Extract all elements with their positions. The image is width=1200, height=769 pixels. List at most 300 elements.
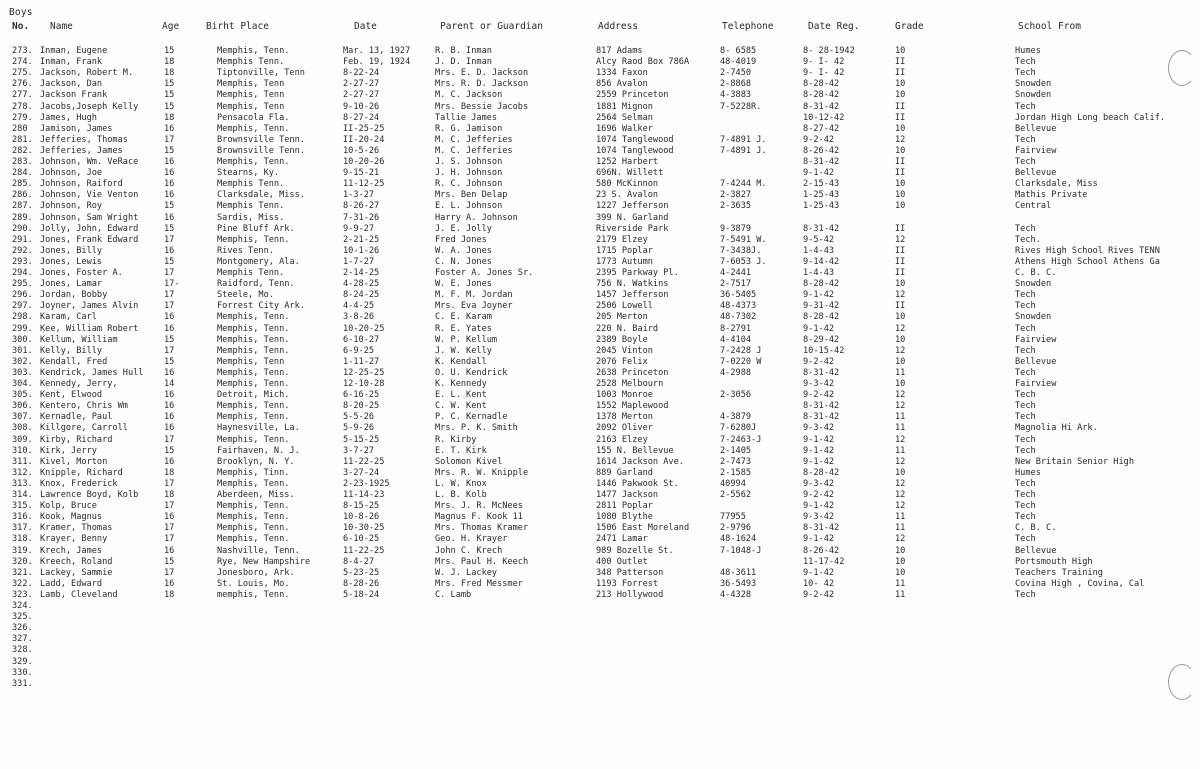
row-number: 311. xyxy=(12,456,33,467)
telephone: 4-3883 xyxy=(720,90,752,101)
address: 1193 Forrest xyxy=(596,578,659,589)
header-date: Date xyxy=(354,21,377,32)
student-age: 16 xyxy=(164,412,175,423)
row-number: 316. xyxy=(12,512,33,523)
school-from: Bellevue xyxy=(1015,356,1057,367)
parent-guardian: W. A. Jones xyxy=(435,245,492,256)
address: 989 Bozelle St. xyxy=(596,545,674,556)
address: 696N. Willett xyxy=(596,168,664,179)
date-registered: 8-28-42 xyxy=(803,90,840,101)
birth-place: Brooklyn, N. Y. xyxy=(217,456,295,467)
school-from: Fairview xyxy=(1015,379,1057,389)
table-row xyxy=(0,335,1200,346)
birth-place: Memphis, Tenn. xyxy=(217,401,290,412)
student-name: Lackey, Sammie xyxy=(40,567,113,578)
table-row xyxy=(0,401,1200,412)
table-row xyxy=(0,246,1200,257)
student-name: Kendrick, James Hull xyxy=(40,367,144,378)
date-registered: 8-26-42 xyxy=(803,545,840,556)
school-from: Tech xyxy=(1015,101,1036,112)
student-name: Johnson, Roy xyxy=(40,201,103,212)
row-number: 273. xyxy=(12,46,33,56)
birth-place: Memphis, Tenn. xyxy=(217,512,290,523)
row-number: 289. xyxy=(12,212,33,223)
student-age: 16 xyxy=(164,323,175,334)
birth-date: 4-28-25 xyxy=(343,279,380,290)
table-row xyxy=(0,135,1200,146)
date-registered: 8-26-42 xyxy=(803,145,840,156)
birth-date: 8-4-27 xyxy=(343,556,375,567)
address: 2528 Melbourn xyxy=(596,379,664,389)
grade: 12 xyxy=(895,534,906,545)
school-from: Bellevue xyxy=(1015,123,1057,134)
parent-guardian: L. B. Kolb xyxy=(435,490,487,500)
grade: 12 xyxy=(895,234,906,245)
parent-guardian: R. C. Johnson xyxy=(435,179,503,190)
birth-place: Memphis, Tenn. xyxy=(217,345,290,356)
address: 1074 Tanglewood xyxy=(596,145,674,156)
date-registered: 11-17-42 xyxy=(803,556,845,567)
table-row xyxy=(0,568,1200,579)
grade: 12 xyxy=(895,134,906,145)
address: 1696 Walker xyxy=(596,123,653,134)
address: 2811 Poplar xyxy=(596,501,653,512)
grade: 11 xyxy=(895,523,906,534)
grade: 12 xyxy=(895,401,906,412)
parent-guardian: C. E. Karam xyxy=(435,312,492,323)
birth-date: 8-22-24 xyxy=(343,68,380,79)
row-number: 324. xyxy=(12,601,33,611)
parent-guardian: Harry A. Johnson xyxy=(435,212,518,223)
table-row xyxy=(0,201,1200,212)
date-registered: 9-3-42 xyxy=(803,379,835,389)
student-name: Joyner, James Alvin xyxy=(40,301,139,312)
student-age: 15 xyxy=(164,46,175,56)
student-age: 15 xyxy=(164,334,175,345)
grade: 10 xyxy=(895,46,906,56)
date-registered: 9-3-42 xyxy=(803,478,835,489)
birth-date: 2-14-25 xyxy=(343,268,380,278)
school-from: Tech xyxy=(1015,68,1036,79)
row-number: 285. xyxy=(12,179,33,190)
student-name: Ladd, Edward xyxy=(40,578,103,589)
telephone: 2-7517 xyxy=(720,279,752,290)
student-age: 15 xyxy=(164,556,175,567)
telephone: 4-3879 xyxy=(720,412,752,423)
row-number: 292. xyxy=(12,245,33,256)
telephone: 2-3635 xyxy=(720,201,752,212)
school-from: Jordan High Long beach Calif. xyxy=(1015,112,1166,123)
table-row xyxy=(0,412,1200,423)
birth-place: Rye, New Hampshire xyxy=(217,556,311,567)
birth-date: 8-26-27 xyxy=(343,201,380,212)
section-label: Boys xyxy=(9,7,33,18)
parent-guardian: Geo. H. Krayer xyxy=(435,534,508,545)
school-from: Fairview xyxy=(1015,145,1057,156)
birth-date: 2-27-27 xyxy=(343,79,380,90)
student-age: 15 xyxy=(164,79,175,90)
school-from: Clarksdale, Miss xyxy=(1015,179,1098,190)
birth-place: Memphis, Tenn xyxy=(217,356,285,367)
address: 1003 Monroe xyxy=(596,390,653,401)
date-registered: 8-31-42 xyxy=(803,101,840,112)
address: 400 Outlet xyxy=(596,556,648,567)
row-number: 294. xyxy=(12,268,33,278)
row-number: 298. xyxy=(12,312,33,323)
address: 1457 Jefferson xyxy=(596,290,669,301)
date-registered: 10-12-42 xyxy=(803,112,845,123)
parent-guardian: M. C. Jackson xyxy=(435,90,503,101)
telephone: 2-7473 xyxy=(720,456,752,467)
table-row xyxy=(0,357,1200,368)
row-number: 290. xyxy=(12,223,33,234)
birth-place: Aberdeen, Miss. xyxy=(217,490,295,500)
birth-place: Montgomery, Ala. xyxy=(217,256,300,267)
table-row xyxy=(0,468,1200,479)
grade: 10 xyxy=(895,356,906,367)
birth-place: Steele, Mo. xyxy=(217,290,274,301)
telephone: 9-3879 xyxy=(720,223,752,234)
row-number: 297. xyxy=(12,301,33,312)
table-row xyxy=(0,179,1200,190)
table-row xyxy=(0,668,1200,679)
student-name: Jackson, Dan xyxy=(40,79,103,90)
row-number: 306. xyxy=(12,401,33,412)
grade: 12 xyxy=(895,290,906,301)
birth-place: Haynesville, La. xyxy=(217,423,300,434)
table-row xyxy=(0,423,1200,434)
row-number: 286. xyxy=(12,190,33,201)
header-age: Age xyxy=(162,21,180,32)
address: 23 S. Avalon xyxy=(596,190,659,201)
birth-date: 9-9-27 xyxy=(343,223,375,234)
school-from: Bellevue xyxy=(1015,168,1057,179)
address: 756 N. Watkins xyxy=(596,279,669,290)
birth-place: Raidford, Tenn. xyxy=(217,279,295,290)
student-age: 15 xyxy=(164,223,175,234)
grade: II xyxy=(895,245,906,256)
birth-date: 3-8-26 xyxy=(343,312,375,323)
telephone: 2-7450 xyxy=(720,68,752,79)
telephone: 2-8868 xyxy=(720,79,752,90)
school-from: Covina High , Covina, Cal xyxy=(1015,578,1145,589)
table-row xyxy=(0,90,1200,101)
parent-guardian: Mrs. Paul H. Keech xyxy=(435,556,529,567)
date-registered: 9- I- 42 xyxy=(803,57,845,68)
birth-date: 10-20-25 xyxy=(343,323,385,334)
student-age: 15 xyxy=(164,356,175,367)
student-name: Jolly, John, Edward xyxy=(40,223,139,234)
student-age: 16 xyxy=(164,390,175,401)
student-name: Kivel, Morton xyxy=(40,456,108,467)
table-row xyxy=(0,213,1200,224)
parent-guardian: John C. Krech xyxy=(435,545,503,556)
parent-guardian: J. S. Johnson xyxy=(435,157,503,167)
date-registered: 9-2-42 xyxy=(803,356,835,367)
parent-guardian: J. D. Inman xyxy=(435,57,492,68)
school-from: Tech xyxy=(1015,57,1036,68)
telephone: 8- 6585 xyxy=(720,46,757,56)
row-number: 330. xyxy=(12,667,33,678)
telephone: 2-9796 xyxy=(720,523,752,534)
table-row xyxy=(0,235,1200,246)
grade: II xyxy=(895,301,906,312)
row-number: 299. xyxy=(12,323,33,334)
grade: 12 xyxy=(895,456,906,467)
student-age: 17- xyxy=(164,279,180,290)
birth-date: 6-16-25 xyxy=(343,390,380,401)
table-row xyxy=(0,490,1200,501)
telephone: 4-2441 xyxy=(720,268,752,278)
parent-guardian: Solomon Kivel xyxy=(435,456,503,467)
telephone: 2-1585 xyxy=(720,467,752,478)
address: 2163 Elzey xyxy=(596,434,648,445)
parent-guardian: J. H. Johnson xyxy=(435,168,503,179)
table-row xyxy=(0,57,1200,68)
grade: II xyxy=(895,223,906,234)
parent-guardian: Mrs. J. R. McNees xyxy=(435,501,523,512)
row-number: 274. xyxy=(12,57,33,68)
row-number: 328. xyxy=(12,645,33,656)
student-name: Jackson, Robert M. xyxy=(40,68,134,79)
date-registered: 9-31-42 xyxy=(803,301,840,312)
school-from: Snowden xyxy=(1015,79,1052,90)
birth-date: 1-3-27 xyxy=(343,190,375,201)
date-registered: 1-25-43 xyxy=(803,201,840,212)
student-name: Jacobs,Joseph Kelly xyxy=(40,101,139,112)
grade: II xyxy=(895,112,906,123)
birth-place: Memphis, Tinn. xyxy=(217,467,290,478)
student-name: Lamb, Cleveland xyxy=(40,589,118,600)
student-name: Kramer, Thomas xyxy=(40,523,113,534)
row-number: 312. xyxy=(12,467,33,478)
address: 1252 Harbert xyxy=(596,157,659,167)
row-number: 314. xyxy=(12,490,33,500)
address: Alcy Raod Box 786A xyxy=(596,57,690,68)
student-age: 16 xyxy=(164,401,175,412)
date-registered: 8-31-42 xyxy=(803,401,840,412)
school-from: Tech xyxy=(1015,367,1036,378)
row-number: 293. xyxy=(12,256,33,267)
parent-guardian: Mrs. E. D. Jackson xyxy=(435,68,529,79)
school-from: Tech xyxy=(1015,589,1036,600)
student-age: 16 xyxy=(164,512,175,523)
parent-guardian: R. E. Yates xyxy=(435,323,492,334)
birth-date: 5-23-25 xyxy=(343,567,380,578)
grade: 10 xyxy=(895,545,906,556)
grade: 10 xyxy=(895,556,906,567)
parent-guardian: R. Kirby xyxy=(435,434,477,445)
grade: 12 xyxy=(895,490,906,500)
birth-place: Memphis, Tenn. xyxy=(217,534,290,545)
table-row xyxy=(0,579,1200,590)
birth-place: Memphis, Tenn. xyxy=(217,46,290,56)
student-age: 16 xyxy=(164,190,175,201)
address: 1334 Faxon xyxy=(596,68,648,79)
telephone: 7-4244 M. xyxy=(720,179,767,190)
student-name: Kelly, Billy xyxy=(40,345,103,356)
row-number: 329. xyxy=(12,656,33,667)
birth-date: Mar. 13, 1927 xyxy=(343,46,411,56)
birth-date: 3-7-27 xyxy=(343,445,375,456)
student-name: Kendall, Fred xyxy=(40,356,108,367)
school-from: Tech xyxy=(1015,534,1036,545)
telephone: 48-4019 xyxy=(720,57,757,68)
birth-date: 9-10-26 xyxy=(343,101,380,112)
birth-date: 8-20-25 xyxy=(343,401,380,412)
date-registered: 8-31-42 xyxy=(803,367,840,378)
date-registered: 8-29-42 xyxy=(803,334,840,345)
parent-guardian: R. G. Jamison xyxy=(435,123,503,134)
address: 2076 Felix xyxy=(596,356,648,367)
school-from: Tech xyxy=(1015,478,1036,489)
row-number: 281. xyxy=(12,134,33,145)
date-registered: 9-3-42 xyxy=(803,423,835,434)
birth-place: Memphis, Tenn. xyxy=(217,312,290,323)
address: 2179 Elzey xyxy=(596,234,648,245)
student-name: Johnson, Vie Venton xyxy=(40,190,139,201)
address: 1227 Jefferson xyxy=(596,201,669,212)
school-from: Tech xyxy=(1015,223,1036,234)
birth-date: 1-7-27 xyxy=(343,256,375,267)
date-registered: 1-25-43 xyxy=(803,190,840,201)
grade: 10 xyxy=(895,201,906,212)
student-age: 15 xyxy=(164,256,175,267)
table-row xyxy=(0,657,1200,668)
header-parent: Parent or Guardian xyxy=(440,21,543,32)
telephone: 7-5491 W. xyxy=(720,234,767,245)
birth-date: II-25-25 xyxy=(343,123,385,134)
header-no: No. xyxy=(12,21,30,32)
header-name: Name xyxy=(50,21,73,32)
table-row xyxy=(0,612,1200,623)
birth-place: Memphis, Tenn. xyxy=(217,323,290,334)
grade: 11 xyxy=(895,367,906,378)
school-from: Tech xyxy=(1015,401,1036,412)
date-registered: 8-28-42 xyxy=(803,467,840,478)
grade: 10 xyxy=(895,79,906,90)
address: 1881 Mignon xyxy=(596,101,653,112)
date-registered: 8-31-42 xyxy=(803,223,840,234)
row-number: 321. xyxy=(12,567,33,578)
table-row xyxy=(0,590,1200,601)
parent-guardian: M. C. Jefferies xyxy=(435,145,513,156)
date-registered: 1-4-43 xyxy=(803,268,835,278)
grade: II xyxy=(895,256,906,267)
student-name: Jefferies, Thomas xyxy=(40,134,128,145)
parent-guardian: R. B. Inman xyxy=(435,46,492,56)
grade: 10 xyxy=(895,379,906,389)
address: 889 Garland xyxy=(596,467,653,478)
parent-guardian: Fred Jones xyxy=(435,234,487,245)
birth-place: Memphis, Tenn. xyxy=(217,501,290,512)
row-number: 283. xyxy=(12,157,33,167)
table-row xyxy=(0,501,1200,512)
table-row xyxy=(0,557,1200,568)
telephone: 4-4104 xyxy=(720,334,752,345)
student-age: 16 xyxy=(164,545,175,556)
row-number: 300. xyxy=(12,334,33,345)
telephone: 7-1048-J xyxy=(720,545,762,556)
table-row xyxy=(0,512,1200,523)
student-name: Johnson, Joe xyxy=(40,168,103,179)
table-row xyxy=(0,324,1200,335)
birth-date: 10-30-25 xyxy=(343,523,385,534)
address: 2092 Oliver xyxy=(596,423,653,434)
student-name: Kee, William Robert xyxy=(40,323,139,334)
date-registered: 10- 42 xyxy=(803,578,835,589)
table-row xyxy=(0,124,1200,135)
birth-date: 5-9-26 xyxy=(343,423,375,434)
birth-date: 11-12-25 xyxy=(343,179,385,190)
date-registered: 2-15-43 xyxy=(803,179,840,190)
table-row xyxy=(0,645,1200,656)
address: 348 Patterson xyxy=(596,567,664,578)
table-row xyxy=(0,102,1200,113)
birth-place: Sardis, Miss. xyxy=(217,212,285,223)
student-age: 16 xyxy=(164,312,175,323)
grade: 12 xyxy=(895,501,906,512)
school-from: Snowden xyxy=(1015,279,1052,290)
parent-guardian: Tallie James xyxy=(435,112,498,123)
student-age: 17 xyxy=(164,567,175,578)
row-number: 280 xyxy=(12,123,28,134)
telephone: 2-5562 xyxy=(720,490,752,500)
header-birth-place: Birht Place xyxy=(206,21,269,32)
grade: 11 xyxy=(895,423,906,434)
address: 205 Merton xyxy=(596,312,648,323)
student-name: Kennedy, Jerry, xyxy=(40,379,118,389)
telephone: 40994 xyxy=(720,478,746,489)
birth-place: Memphis, Tenn. xyxy=(217,412,290,423)
school-from: Snowden xyxy=(1015,312,1052,323)
date-registered: 9-1-42 xyxy=(803,445,835,456)
parent-guardian: Mrs. R. W. Knipple xyxy=(435,467,529,478)
grade: II xyxy=(895,101,906,112)
grade: II xyxy=(895,168,906,179)
birth-place: Memphis, Tenn xyxy=(217,79,285,90)
row-number: 287. xyxy=(12,201,33,212)
birth-place: Nashville, Tenn. xyxy=(217,545,300,556)
telephone: 7-2428 J xyxy=(720,345,762,356)
parent-guardian: C. N. Jones xyxy=(435,256,492,267)
date-registered: 9-1-42 xyxy=(803,534,835,545)
student-age: 18 xyxy=(164,112,175,123)
table-row xyxy=(0,479,1200,490)
student-age: 16 xyxy=(164,179,175,190)
telephone: 7-6053 J. xyxy=(720,256,767,267)
table-row xyxy=(0,523,1200,534)
telephone: 4-2988 xyxy=(720,367,752,378)
student-age: 16 xyxy=(164,123,175,134)
school-from: Mathis Private xyxy=(1015,190,1088,201)
date-registered: 9-14-42 xyxy=(803,256,840,267)
parent-guardian: W. E. Jones xyxy=(435,279,492,290)
address: 213 Hollywood xyxy=(596,589,664,600)
address: 220 N. Baird xyxy=(596,323,659,334)
birth-date: 6-10-25 xyxy=(343,534,380,545)
student-age: 16 xyxy=(164,245,175,256)
table-row xyxy=(0,435,1200,446)
school-from: Athens High School Athens Ga xyxy=(1015,256,1160,267)
school-from: Tech xyxy=(1015,345,1036,356)
birth-place: Memphis, Tenn. xyxy=(217,523,290,534)
table-row xyxy=(0,68,1200,79)
student-age: 17 xyxy=(164,523,175,534)
birth-place: Memphis, Tenn xyxy=(217,101,285,112)
table-row xyxy=(0,634,1200,645)
student-age: 17 xyxy=(164,290,175,301)
